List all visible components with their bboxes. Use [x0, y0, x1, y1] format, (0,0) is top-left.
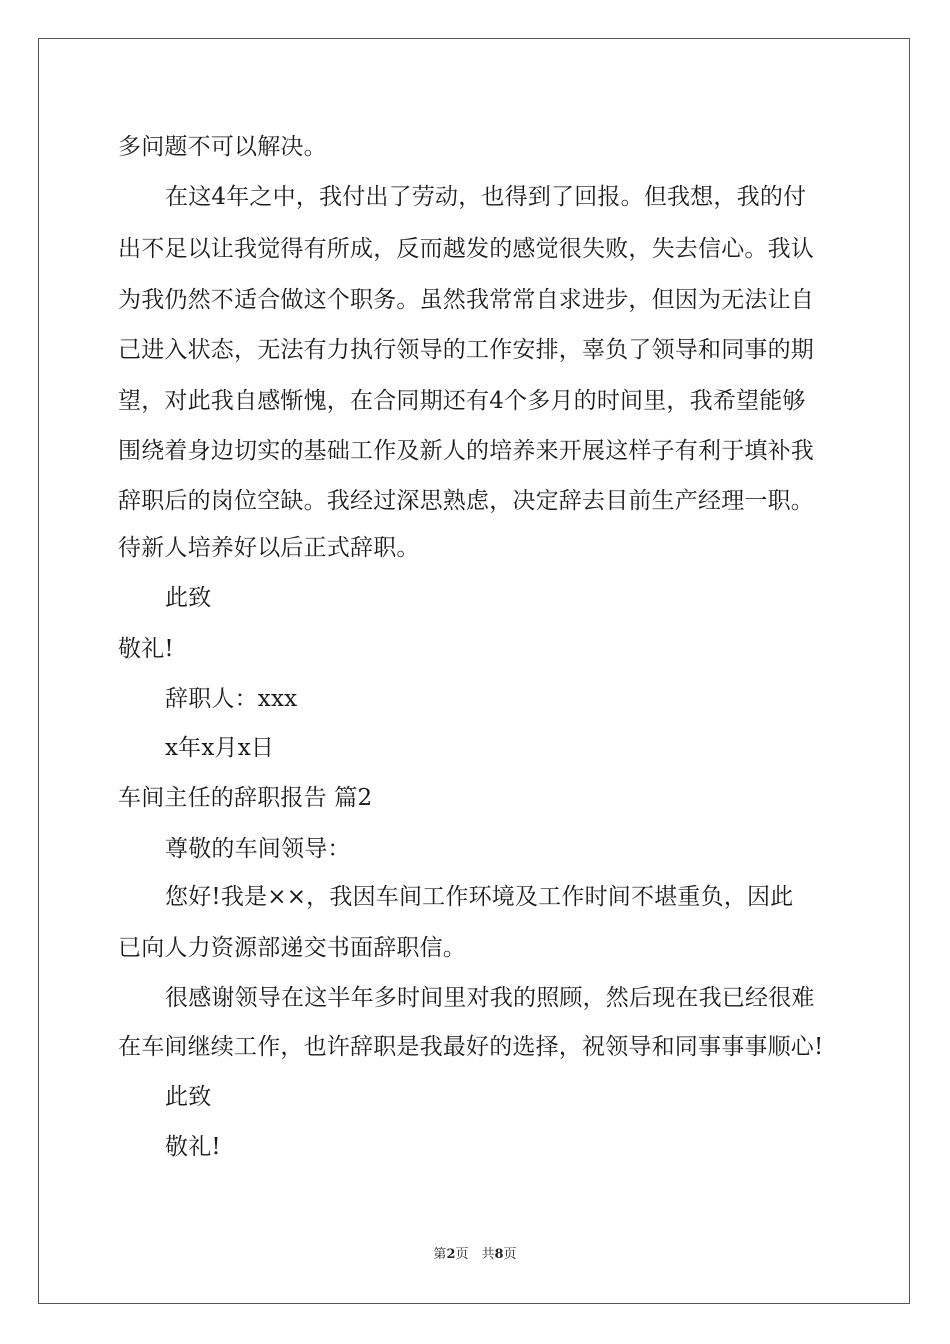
page-current: 2: [446, 1247, 456, 1262]
body-line-8: 辞职后的岗位空缺。我经过深思熟虑，决定辞去目前生产经理一职。: [118, 488, 814, 514]
body-line-12: 很感谢领导在这半年多时间里对我的照顾，然后现在我已经很难: [165, 985, 815, 1011]
closing-cizhi-2: 此致: [165, 1084, 212, 1110]
page-mid: 页 共: [455, 1247, 495, 1262]
section-heading: 车间主任的辞职报告 篇2: [118, 785, 373, 811]
page-suffix: 页: [503, 1247, 517, 1262]
body-line-13: 在车间继续工作，也许辞职是我最好的选择，祝领导和同事事事顺心!: [118, 1034, 824, 1060]
body-line-2: 在这4年之中，我付出了劳动，也得到了回报。但我想，我的付: [165, 184, 807, 210]
page-prefix: 第: [433, 1247, 447, 1262]
body-line-7: 围绕着身边切实的基础工作及新人的培养来开展这样子有利于填补我: [118, 438, 814, 464]
body-line-6: 望，对此我自感惭愧，在合同期还有4个多月的时间里，我希望能够: [118, 388, 806, 414]
closing-cizhi: 此致: [165, 585, 212, 611]
page-frame: [38, 38, 910, 1304]
body-line-11: 已向人力资源部递交书面辞职信。: [118, 935, 466, 961]
body-line-1: 多问题不可以解决。: [118, 134, 327, 160]
closing-jingli: 敬礼!: [118, 636, 174, 662]
signature-date: x年x月x日: [165, 735, 275, 761]
body-line-10: 您好!我是××，我因车间工作环境及工作时间不堪重负，因此: [165, 884, 794, 910]
signature-name: 辞职人：xxx: [165, 686, 298, 712]
salutation: 尊敬的车间领导：: [165, 836, 351, 862]
closing-jingli-2: 敬礼!: [165, 1134, 221, 1160]
body-line-5: 己进入状态，无法有力执行领导的工作安排，辜负了领导和同事的期: [118, 337, 814, 363]
page-total: 8: [494, 1247, 504, 1262]
body-line-9: 待新人培养好以后正式辞职。: [118, 535, 420, 561]
page-footer: [0, 1246, 950, 1264]
body-line-3: 出不足以让我觉得有所成，反而越发的感觉很失败，失去信心。我认: [118, 236, 814, 262]
body-line-4: 为我仍然不适合做这个职务。虽然我常常自求进步，但因为无法让自: [118, 287, 814, 313]
